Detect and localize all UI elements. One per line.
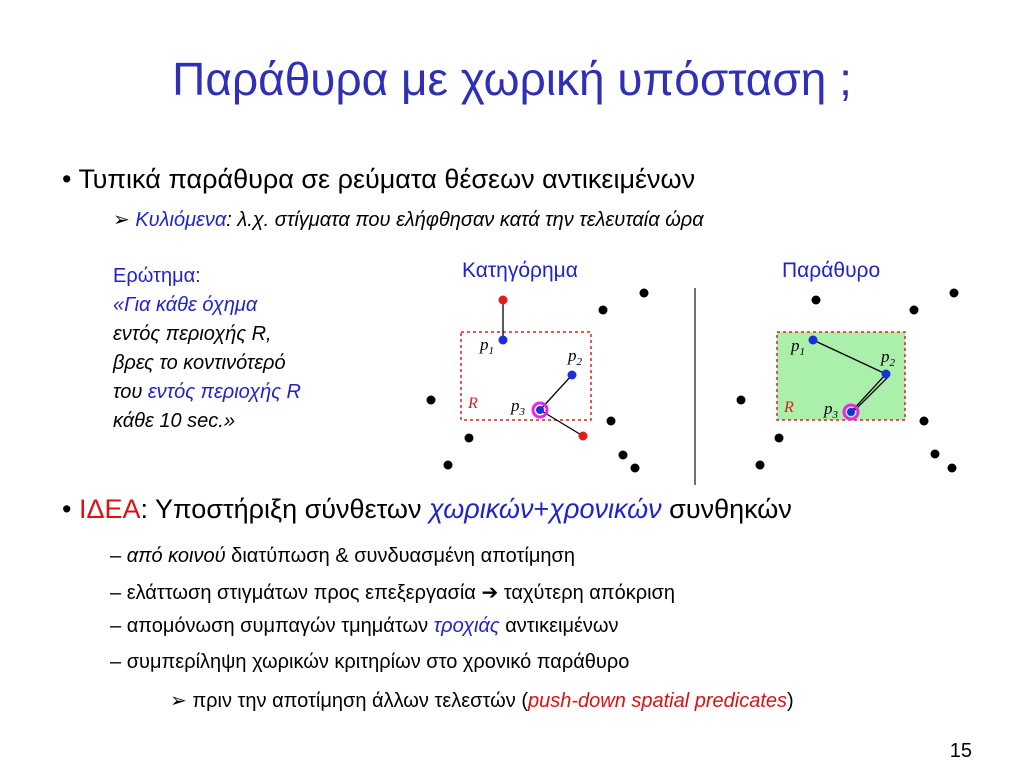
label-p3: $p_3$ [824, 399, 838, 421]
dash: – [110, 651, 127, 673]
arrow-bullet-icon: ➢ [170, 690, 187, 712]
query-line-2: εντός περιοχής R, [113, 323, 272, 345]
label-p1: $p_1$ [480, 335, 494, 357]
item-text: απομόνωση συμπαγών τμημάτων [126, 615, 434, 637]
idea-end: συνθηκών [661, 494, 792, 524]
label-p3: $p_3$ [511, 396, 525, 418]
point-p1 [499, 336, 508, 345]
point-p1 [809, 336, 818, 345]
item-text-after: ) [787, 690, 794, 712]
point [910, 306, 919, 315]
query-line-4b: εντός περιοχής R [147, 381, 301, 403]
dash: – [110, 545, 127, 567]
point-p2 [568, 371, 577, 380]
dash: – [110, 615, 127, 637]
plus-sign: + [533, 494, 550, 524]
item-text-after: ταχύτερη απόκριση [498, 582, 676, 604]
point [737, 396, 746, 405]
point [640, 289, 649, 298]
point-p2 [882, 370, 891, 379]
query-label: Ερώτημα: [113, 265, 201, 287]
page-number: 15 [949, 740, 972, 762]
item-text: διατύπωση & συνδυασμένη αποτίμηση [225, 545, 575, 567]
sub-item-isolate-segments [110, 615, 619, 638]
bullet-marker: • [62, 164, 72, 194]
spatial-term: χωρικών [428, 494, 534, 524]
point-p3 [847, 408, 855, 416]
em-text: από κοινού [126, 545, 226, 567]
point [427, 396, 436, 405]
point [931, 450, 940, 459]
item-text-after: αντικειμένων [499, 615, 619, 637]
point [812, 296, 821, 305]
label-p2: $p_2$ [881, 347, 895, 369]
slide-title: Παράθυρα με χωρική υπόσταση ; [172, 53, 852, 105]
point [607, 417, 616, 426]
query-block [113, 262, 373, 436]
right-arrow-icon: ➔ [481, 582, 499, 604]
sub-sub-item-pushdown [170, 688, 794, 713]
point [619, 451, 628, 460]
label-p2: $p_2$ [568, 346, 582, 368]
query-line-5: κάθε 10 sec.» [113, 410, 235, 432]
dash: – [110, 582, 127, 604]
point [950, 289, 959, 298]
predicate-label: Κατηγόρημα [462, 259, 578, 282]
point [444, 461, 453, 470]
bullet-marker: • [62, 494, 72, 524]
sub-item-spatial-criteria [110, 651, 629, 674]
point [920, 417, 929, 426]
arrow-bullet-icon: ➢ [113, 209, 130, 231]
point [756, 461, 765, 470]
point [599, 306, 608, 315]
trajectory-term: τροχιάς [433, 615, 500, 637]
sub-item-joint-formulation [110, 545, 575, 568]
bullet-typical-windows [62, 164, 695, 195]
point [465, 434, 474, 443]
bullet-idea [62, 494, 792, 525]
point [631, 464, 640, 473]
bullet-text: Τυπικά παράθυρα σε ρεύματα θέσεων αντικειμένων [78, 164, 696, 194]
region-label: R [784, 399, 794, 416]
temporal-term: χρονικών [549, 494, 662, 524]
idea-text: : Υποστήριξη σύνθετων [140, 494, 429, 524]
item-text: ελάττωση στιγμάτων προς επεξεργασία [126, 582, 482, 604]
item-text: πριν την αποτίμηση άλλων τελεστών ( [192, 690, 528, 712]
point-outside [499, 296, 508, 305]
region-label: R [468, 395, 478, 412]
label-p1: $p_1$ [791, 336, 805, 358]
point-p3 [536, 406, 544, 414]
point [948, 464, 957, 473]
sliding-term: Κυλιόμενα [135, 209, 227, 231]
pushdown-term: push-down spatial predicates [527, 690, 788, 712]
idea-keyword: ΙΔΕΑ [78, 494, 141, 524]
window-label: Παράθυρο [782, 259, 881, 282]
sub-item-reduce-points [110, 580, 675, 605]
query-line-4a: του [113, 381, 148, 403]
query-line-1: «Για κάθε όχημα [113, 294, 258, 316]
sub-bullet-sliding [113, 207, 704, 232]
query-line-3: βρες το κοντινότερό [113, 352, 286, 374]
point-outside [579, 432, 588, 441]
item-text: συμπερίληψη χωρικών κριτηρίων στο χρονικό παράθυρο [126, 651, 630, 673]
point [775, 434, 784, 443]
spatial-window-diagram [400, 280, 1000, 490]
sliding-description: : λ.χ. στίγματα που ελήφθησαν κατά την τελευταία ώρα [226, 209, 704, 231]
